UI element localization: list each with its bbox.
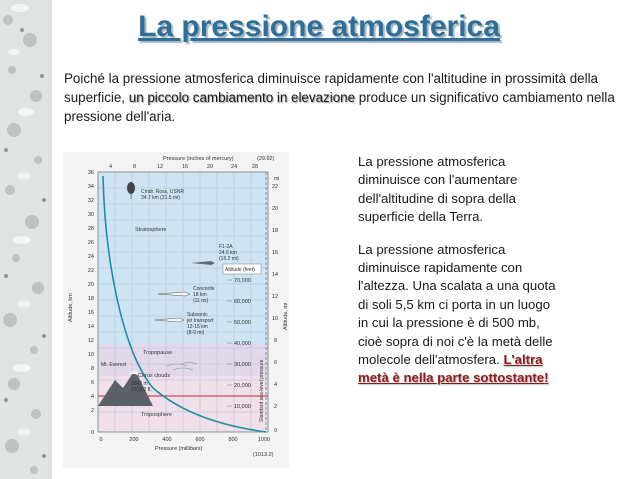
explanation-body: La pressione atmosferica diminuisce rapidamente con l'altezza. Una scalata a una quota di soli 5,5 km ci porta in un luogo in cui la pressione è di 500 mb, cioè sopra di noi c'è la metà delle molecole dell'atmosfera. (358, 241, 556, 368)
top-tick: 28 (252, 164, 259, 170)
top-tick: 4 (109, 164, 113, 170)
subsonic-label: Subsonic (187, 312, 208, 318)
balloon-label: 34.7 km (21.5 mi) (141, 195, 180, 201)
bottom-tick: 800 (228, 437, 238, 443)
everest-label: 29,002 ft. (131, 387, 152, 393)
everest-label: 8842 m (131, 381, 148, 387)
sea-level-label: Standard sea-level pressure (259, 359, 265, 422)
left-tick: 16 (87, 310, 94, 316)
left-tick: 10 (87, 352, 94, 358)
decorative-border (0, 0, 52, 479)
cirrus-label: Cirrus clouds (138, 373, 171, 379)
left-tick: 14 (87, 324, 94, 330)
left-tick: 26 (87, 240, 94, 246)
bottom-right-value: (1013.2) (253, 452, 274, 458)
bottom-tick: 1000 (257, 437, 271, 443)
left-tick: 2 (90, 408, 94, 414)
feet-tick: 10,000 (234, 404, 251, 410)
left-tick: 20 (87, 282, 94, 288)
balloon-label: Cmdr. Ross, USNR (141, 189, 185, 195)
top-tick: 16 (182, 164, 189, 170)
subsonic-label: jet transport (187, 318, 214, 324)
bottom-tick: 400 (162, 437, 172, 443)
explanation-text (358, 153, 558, 388)
stratosphere-label: Stratosphere (135, 227, 167, 233)
concorde-label: Concorde (193, 286, 215, 292)
left-tick: 6 (90, 380, 94, 386)
concorde-label: (11 mi) (193, 298, 209, 304)
top-tick: 8 (133, 164, 137, 170)
feet-tick: 30,000 (234, 362, 251, 368)
right-tick: 22 (272, 184, 279, 190)
feet-tick: 20,000 (234, 383, 251, 389)
left-tick: 12 (87, 338, 94, 344)
left-tick: 36 (87, 170, 94, 176)
right-tick: 12 (272, 294, 279, 300)
bottom-tick: 200 (129, 437, 139, 443)
right-tick: 20 (272, 206, 279, 212)
left-tick: 18 (87, 296, 94, 302)
altitude-pressure-figure (63, 152, 289, 468)
right-tick: 16 (272, 250, 279, 256)
right-tick: 6 (274, 360, 278, 366)
f12a-label: 24.5 km (219, 250, 237, 256)
explanation-highlight: L'altra metà è nella parte sottostante! (358, 352, 549, 386)
bottom-tick: 0 (99, 437, 103, 443)
top-tick: 24 (231, 164, 238, 170)
tropopause-label: Tropopause (143, 350, 173, 356)
top-tick: 12 (157, 164, 164, 170)
troposphere-label: Troposphere (141, 412, 172, 418)
right-axis-label: Altitude, mi (283, 302, 289, 330)
right-tick: 2 (274, 404, 278, 410)
top-right-value: (29.92) (257, 156, 275, 162)
right-unit: mi (274, 176, 280, 182)
bottom-axis-label: Pressure (millibars) (155, 446, 203, 452)
everest-label: Mt. Everest (101, 362, 127, 368)
explanation-paragraph-2 (358, 241, 558, 388)
subsonic-label: 12-15 km (187, 324, 208, 330)
feet-tick: 50,000 (234, 320, 251, 326)
explanation-paragraph-1: La pressione atmosferica diminuisce con l'aumentare dell'altitudine di sopra della superficie della Terra. (358, 154, 518, 225)
concorde-label: 18 km (193, 292, 207, 298)
altitude-feet-label: Altitude (feet) (225, 267, 255, 273)
f12a-label: F1-2A (219, 244, 233, 250)
left-axis-label: Altitude, km (68, 293, 74, 322)
subsonic-label: (8-9 mi) (187, 330, 205, 336)
bottom-tick: 600 (195, 437, 205, 443)
left-tick: 28 (87, 226, 94, 232)
left-tick: 24 (87, 254, 94, 260)
top-axis-label: Pressure (inches of mercury) (163, 156, 234, 162)
left-tick: 4 (90, 394, 94, 400)
right-tick: 0 (274, 428, 278, 434)
intro-emphasis: un piccolo cambiamento in elevazione (128, 90, 356, 105)
right-tick: 4 (274, 382, 278, 388)
right-tick: 18 (272, 228, 279, 234)
left-tick: 0 (90, 430, 94, 436)
intro-text-end: produce un significativo cambiamento nella pressione dell'aria. (64, 90, 615, 124)
top-tick: 20 (207, 164, 214, 170)
intro-paragraph (64, 69, 624, 126)
f12a-label: (15.2 mi) (219, 256, 239, 262)
left-tick: 32 (87, 198, 94, 204)
feet-tick: 60,000 (234, 299, 251, 305)
right-tick: 8 (274, 338, 278, 344)
right-tick: 10 (272, 316, 279, 322)
intro-text-start: Poiché la pressione atmosferica diminuisce rapidamente con l'altitudine in prossimità della superficie, (64, 71, 598, 105)
left-tick: 8 (90, 366, 94, 372)
feet-tick: 70,000 (234, 278, 251, 284)
left-tick: 30 (87, 212, 94, 218)
left-tick: 34 (87, 184, 94, 190)
right-tick: 14 (272, 272, 279, 278)
left-tick: 22 (87, 268, 94, 274)
slide-title: La pressione atmosferica (138, 10, 500, 43)
feet-tick: 40,000 (234, 341, 251, 347)
balloon-icon (127, 182, 135, 194)
